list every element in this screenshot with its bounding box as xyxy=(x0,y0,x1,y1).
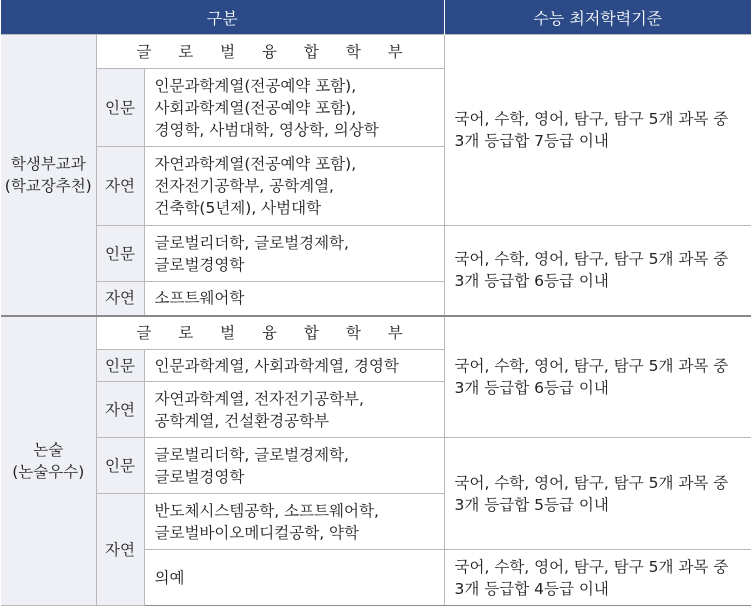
global-convergence-label: 글 로 벌 융 합 학 부 xyxy=(96,35,444,69)
group-label: 논술 (논술우수) xyxy=(1,316,96,606)
group-label: 학생부교과 (학교장추천) xyxy=(1,35,96,316)
requirement-cell: 국어, 수학, 영어, 탐구, 탐구 5개 과목 중 3개 등급합 4등급 이내 xyxy=(444,550,751,606)
header-requirement: 수능 최저학력기준 xyxy=(444,0,751,35)
major-list: 의예 xyxy=(144,550,444,606)
major-list: 소프트웨어학 xyxy=(144,282,444,316)
major-list: 글로벌리더학, 글로벌경제학, 글로벌경영학 xyxy=(144,226,444,282)
header-row xyxy=(1,0,751,35)
track-label: 인문 xyxy=(96,350,144,382)
track-label: 자연 xyxy=(96,282,144,316)
major-list: 글로벌리더학, 글로벌경제학, 글로벌경영학 xyxy=(144,438,444,494)
track-label: 자연 xyxy=(96,147,144,226)
track-label: 자연 xyxy=(96,382,144,438)
table-row xyxy=(1,438,751,494)
major-list: 자연과학계열(전공예약 포함), 전자전기공학부, 공학계열, 건축학(5년제), 사범대학 xyxy=(144,147,444,226)
requirement-cell: 국어, 수학, 영어, 탐구, 탐구 5개 과목 중 3개 등급합 5등급 이내 xyxy=(444,438,751,550)
major-list: 자연과학계열, 전자전기공학부, 공학계열, 건설환경공학부 xyxy=(144,382,444,438)
track-label: 인문 xyxy=(96,69,144,147)
major-list: 인문과학계열, 사회과학계열, 경영학 xyxy=(144,350,444,382)
requirement-cell: 국어, 수학, 영어, 탐구, 탐구 5개 과목 중 3개 등급합 6등급 이내 xyxy=(444,316,751,438)
global-convergence-label: 글 로 벌 융 합 학 부 xyxy=(96,316,444,350)
requirement-cell: 국어, 수학, 영어, 탐구, 탐구 5개 과목 중 3개 등급합 6등급 이내 xyxy=(444,226,751,316)
track-label: 인문 xyxy=(96,438,144,494)
requirement-cell: 국어, 수학, 영어, 탐구, 탐구 5개 과목 중 3개 등급합 7등급 이내 xyxy=(444,35,751,226)
track-label: 인문 xyxy=(96,226,144,282)
admission-table xyxy=(1,0,751,606)
track-label: 자연 xyxy=(96,494,144,606)
major-list: 인문과학계열(전공예약 포함), 사회과학계열(전공예약 포함), 경영학, 사범대학, 영상학, 의상학 xyxy=(144,69,444,147)
table-row xyxy=(1,226,751,282)
header-category: 구분 xyxy=(1,0,444,35)
table-row xyxy=(1,316,751,350)
major-list: 반도체시스템공학, 소프트웨어학, 글로벌바이오메디컬공학, 약학 xyxy=(144,494,444,550)
table-row xyxy=(1,35,751,69)
